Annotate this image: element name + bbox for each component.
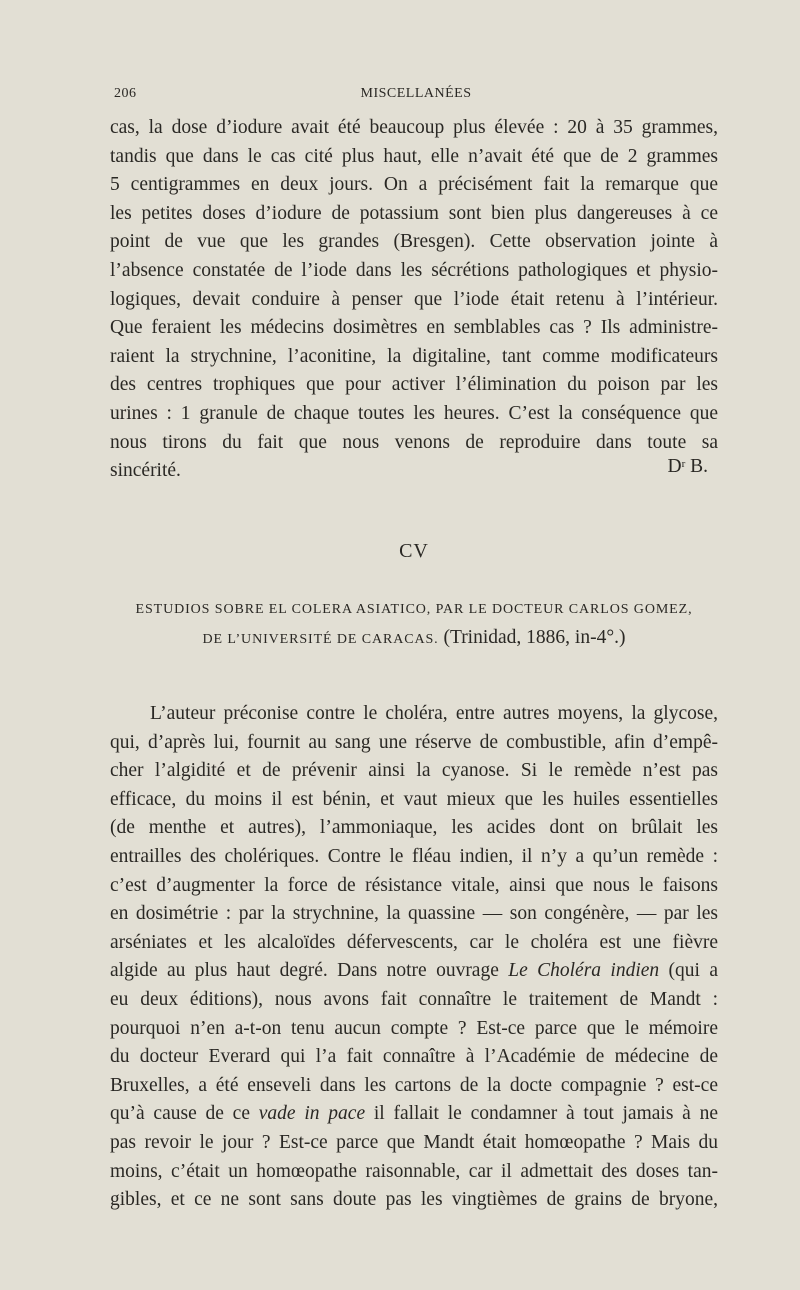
text-line: cher l’algidité et de prévenir ainsi la cyanose. Si le remède n’est pas [110,760,718,782]
text-line: du docteur Everard qui l’a fait connaître à l’Académie de médecine de [110,1046,718,1068]
text-line [110,957,718,986]
text-line: L’auteur préconise contre le choléra, entre autres moyens, la glycose, [150,703,718,724]
text-line: en dosimétrie : par la strychnine, la quassine — son congénère, — par les [110,903,718,925]
text-line: logiques, devait conduire à penser que l’iode était retenu à l’intérieur. [110,288,718,310]
text-line: arséniates et les alcaloïdes défervescents, car le choléra est une fièvre [110,931,718,953]
signature-name: B. [685,456,708,477]
paragraph-1 [110,114,718,486]
text-line: 5 centigrammes en deux jours. On a précisément fait la remarque que [110,174,718,196]
running-title: MISCELLANÉES [360,86,472,101]
text-line [110,1100,718,1129]
section-heading-line-1: ESTUDIOS SOBRE EL COLERA ASIATICO, PAR LE DOCTEUR CARLOS GOMEZ, [135,602,693,617]
text-line: tandis que dans le cas cité plus haut, elle n’avait été que de 2 grammes [110,145,718,167]
text-segment: qu’à cause de ce [110,1103,250,1125]
text-line: les petites doses d’iodure de potassium sont bien plus dangereuses à ce [110,202,718,224]
section-heading-institution: DE L’UNIVERSITÉ DE CARACAS. [202,632,439,647]
text-line: c’est d’augmenter la force de résistance vitale, ainsi que nous le faisons [110,874,718,896]
text-line: efficace, du moins il est bénin, et vaut mieux que les huiles essentielles [110,788,718,810]
text-line: des centres trophiques que pour activer l’élimination du poison par les [110,374,718,396]
section-heading-line-2 [100,624,728,654]
text-line: Que feraient les médecins dosimètres en semblables cas ? Ils administre- [110,317,718,339]
text-line: urines : 1 granule de chaque toutes les heures. C’est la conséquence que [110,402,718,424]
text-line: l’absence constatée de l’iode dans les sécrétions pathologiques et physio- [110,259,718,281]
text-line: cas, la dose d’iodure avait été beaucoup plus élevée : 20 à 35 grammes, [110,117,718,138]
text-segment: algide au plus haut degré. Dans notre ouvrage [110,960,499,982]
text-segment: (qui a [659,960,718,982]
text-line: Bruxelles, a été enseveli dans les cartons de la docte compagnie ? est-ce [110,1074,718,1096]
text-segment: il fallait le condamner à tout jamais à ne [365,1103,719,1125]
paragraph-2 [110,700,718,1215]
text-line: pas revoir le jour ? Est-ce parce que Mandt était homœopathe ? Mais du [110,1131,718,1153]
section-number: CV [399,540,429,562]
text-line: gibles, et ce ne sont sans doute pas les vingtièmes de grains de bryone, [110,1189,718,1211]
text-line: eu deux éditions), nous avons fait connaître le traitement de Mandt : [110,988,718,1010]
page-number: 206 [114,86,137,101]
text-line: pourquoi n’en a-t-on tenu aucun compte ? Est-ce parce que le mémoire [110,1017,718,1039]
latin-phrase: vade in pace [258,1103,366,1125]
text-line: (de menthe et autres), l’ammoniaque, les acides dont on brûlait les [110,817,718,839]
text-line: qui, d’après lui, fournit au sang une réserve de combustible, afin d’empê- [110,731,718,753]
signature [110,456,708,478]
section-heading-bibliography: (Trinidad, 1886, in-4°.) [438,627,626,648]
text-line: point de vue que les grandes (Bresgen). Cette observation jointe à [110,231,718,253]
text-line: sincérité. [110,460,181,482]
text-line: nous tirons du fait que nous venons de reproduire dans toute sa [110,431,718,453]
text-line: entrailles des cholériques. Contre le fléau indien, il n’y a qu’un remède : [110,845,718,867]
running-head [114,86,718,106]
text-line: moins, c’était un homœopathe raisonnable, car il admettait des doses tan- [110,1160,718,1182]
text-line: raient la strychnine, l’aconitine, la digitaline, tant comme modificateurs [110,345,718,367]
signature-superscript: r [681,458,686,470]
section-heading [100,596,728,654]
signature-prefix: D [667,456,682,477]
book-title: Le Choléra indien [508,960,660,982]
